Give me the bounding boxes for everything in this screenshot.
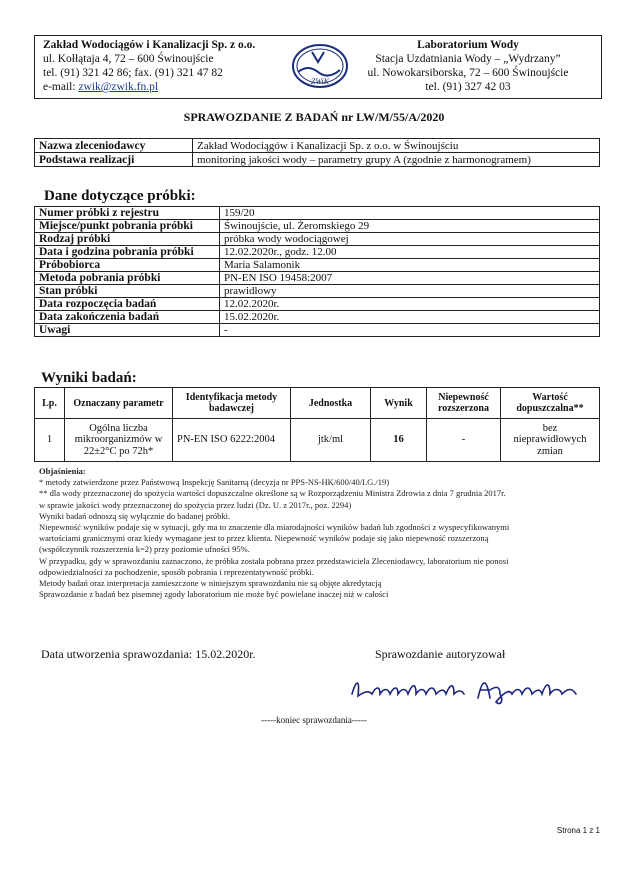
note-line: ** dla wody przeznaczonej do spożycia wartości dopuszczalne określone są w Rozporządzeniu Ministra Zdrowia z dnia 7 grudnia 2017r. [39,488,506,499]
sample-value: 159/20 [220,207,600,220]
table-row [35,220,600,233]
sample-label: Stan próbki [35,285,220,298]
table-row [35,207,600,220]
sample-value: próbka wody wodociągowej [220,233,600,246]
note-line: W przypadku, gdy w sprawozdaniu zaznaczono, że próbka została pobrana przez przedstawiciela Zleceniodawcy, laboratorium nie ponosi [39,555,509,566]
col-header-unit: Jednostka [291,388,371,419]
lab-station: Stacja Uzdatniania Wody – „Wydrzany” [375,53,561,65]
table-row [35,272,600,285]
creation-date: Data utworzenia sprawozdania: 15.02.2020r. [41,647,256,661]
table-row [35,324,600,337]
sample-value: Świnoujście, ul. Żeromskiego 29 [220,220,600,233]
sample-value: 15.02.2020r. [220,311,600,324]
table-row [35,139,600,153]
note-line: (współczynnik rozszerzenia k=2) przy poziomie ufności 95%. [39,544,250,555]
sample-value: 12.02.2020r., godz. 12.00 [220,246,600,259]
note-line: Sprawozdanie z badań bez pisemnej zgody laboratorium nie może być powielane inaczej niż w całości [39,589,389,600]
report-end-marker: -----koniec sprawozdania----- [261,715,367,725]
order-table [34,138,600,167]
cell-method: PN-EN ISO 6222:2004 [173,419,291,462]
col-header-uncertainty: Niepewność rozszerzona [427,388,501,419]
report-title: SPRAWOZDANIE Z BADAŃ nr LW/M/55/A/2020 [183,110,445,124]
svg-text:ZWiK: ZWiK [310,77,330,86]
sample-value: 12.02.2020r. [220,298,600,311]
table-row [35,246,600,259]
cell-limit: bez nieprawidłowych zmian [501,419,600,462]
lab-info [343,38,593,94]
email-label: e-mail: [43,81,79,93]
sample-value: Maria Salamonik [220,259,600,272]
results-section-title: Wyniki badań: [41,370,137,386]
sample-value: PN-EN ISO 19458:2007 [220,272,600,285]
sample-label: Data zakończenia badań [35,311,220,324]
notes [39,466,599,600]
sample-value: - [220,324,600,337]
email-link[interactable]: zwik@zwik.fn.pl [78,81,159,93]
handwritten-signature [350,672,590,708]
lab-phone: tel. (91) 327 42 03 [425,81,511,93]
note-line: Wyniki badań odnoszą się wyłącznie do badanej próbki. [39,510,231,521]
company-logo [290,42,350,90]
company-info [43,38,303,94]
lab-name: Laboratorium Wody [417,39,519,51]
table-row [35,419,600,462]
sample-label: Metoda pobrania próbki [35,272,220,285]
lab-address: ul. Nowokarsiborska, 72 – 600 Świnoujście [367,67,569,79]
company-address: ul. Kołłątaja 4, 72 – 600 Świnoujście [43,53,214,65]
results-table [34,387,600,462]
sample-label: Próbobiorca [35,259,220,272]
order-label: Podstawa realizacji [35,153,193,167]
col-header-parameter: Oznaczany parametr [65,388,173,419]
note-line: Metody badań oraz interpretacja zamieszczone w niniejszym sprawozdaniu nie są objęte akredytacją [39,578,382,589]
col-header-limit: Wartość dopuszczalna** [501,388,600,419]
sample-label: Data i godzina pobrania próbki [35,246,220,259]
note-line: odpowiedzialności za pochodzenie, sposób pobrania i reprezentatywność próbki. [39,566,314,577]
note-line: wartościami granicznymi oraz kiedy wymagane jest to przez klienta. Niepewność wyników podaje się jako niepewność rozszerzoną [39,533,489,544]
order-value: monitoring jakości wody – parametry grupy A (zgodnie z harmonogramem) [193,153,600,167]
note-line: w sprawie jakości wody przeznaczonej do spożycia przez ludzi (Dz. U. z 2017r., poz. 2294) [39,499,352,510]
order-value: Zakład Wodociągów i Kanalizacji Sp. z o.o. w Świnoujściu [193,139,600,153]
sample-label: Data rozpoczęcia badań [35,298,220,311]
col-header-lp: Lp. [35,388,65,419]
cell-unit: jtk/ml [291,419,371,462]
cell-uncertainty: - [427,419,501,462]
table-row [35,285,600,298]
authorized-label: Sprawozdanie autoryzował [375,647,506,661]
note-line: * metody zatwierdzone przez Państwową Inspekcję Sanitarną (decyzja nr PPS-NS-HK/600/40/I.G./19) [39,477,390,488]
table-row [35,259,600,272]
sample-section-title: Dane dotyczące próbki: [44,188,196,204]
col-header-method: Identyfikacja metody badawczej [173,388,291,419]
sample-label: Rodzaj próbki [35,233,220,246]
page-number: Strona 1 z 1 [556,826,600,835]
sample-table [34,206,600,337]
table-row [35,311,600,324]
note-line: Niepewność wyników podaje się w sytuacji, gdy ma to znaczenie dla miarodajności wyników badań lub zgodności z wyspecyfikowanymi [39,522,510,533]
sample-value: prawidłowy [220,285,600,298]
company-phone: tel. (91) 321 42 86; fax. (91) 321 47 82 [43,67,223,79]
sample-label: Miejsce/punkt pobrania próbki [35,220,220,233]
table-header-row [35,388,600,419]
col-header-result: Wynik [371,388,427,419]
table-row [35,298,600,311]
sample-label: Numer próbki z rejestru [35,207,220,220]
notes-heading: Objaśnienia: [39,466,86,476]
letterhead [34,35,602,99]
table-row [35,233,600,246]
cell-lp: 1 [35,419,65,462]
company-name: Zakład Wodociągów i Kanalizacji Sp. z o.o. [43,39,256,51]
table-row [35,153,600,167]
order-label: Nazwa zleceniodawcy [35,139,193,153]
company-email-row [43,80,303,94]
cell-parameter: Ogólna liczba mikroorganizmów w 22±2°C po 72h* [65,419,173,462]
sample-label: Uwagi [35,324,220,337]
cell-result: 16 [371,419,427,462]
